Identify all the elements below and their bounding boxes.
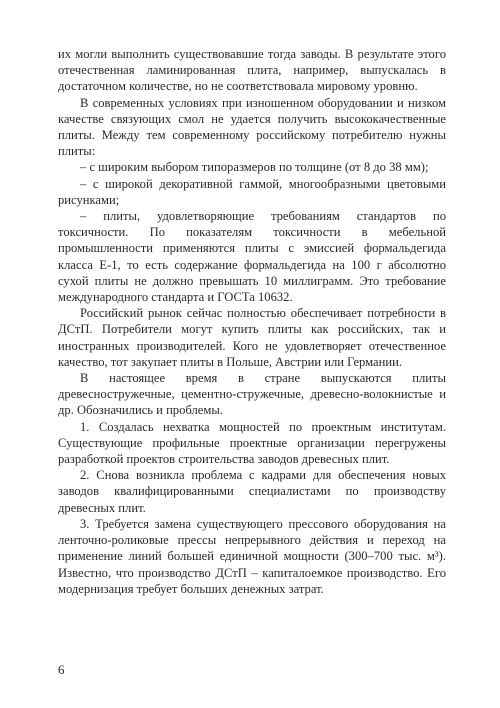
page-number: 6 <box>58 662 65 677</box>
paragraph: их могли выполнить существовавшие тогда заводы. В результате этого отечественная ламинированная плита, например, выпускалась в достаточном количестве, но не соответствовала мировому уровню. <box>58 47 446 94</box>
numbered-item: 3. Требуется замена существующего прессового оборудования на ленточно-роликовые прессы непрерывного действия и переход на применение линий большей единичной мощности (300–700 тыс. м³). Известно, что производство ДСтП – капиталоемкое производство. Его модернизация требует больших денежных затрат. <box>58 516 446 596</box>
numbered-item: 2. Снова возникла проблема с кадрами для обеспечения новых заводов квалифицированными специалистами по производству древесных плит. <box>58 468 446 515</box>
paragraph: Российский рынок сейчас полностью обеспечивает потребности в ДСтП. Потребители могут купить плиты как российских, так и иностранных производителей. Кого не удовлетворяет отечественное качество, тот закупает плиты в Польше, Австрии или Германии. <box>58 306 446 369</box>
numbered-item: 1. Создалась нехватка мощностей по проектным институтам. Существующие профильные проектные организации перегружены разработкой проектов строительства заводов древесных плит. <box>58 419 446 467</box>
page-body <box>58 46 446 597</box>
list-item: – с широким выбором типоразмеров по толщине (от 8 до 38 мм); <box>80 160 429 175</box>
list-item: – с широкой декоративной гаммой, многообразными цветовыми рисунками; <box>58 176 446 207</box>
paragraph: В современных условиях при изношенном оборудовании и низком качестве связующих смол не удается получить высококачественные плиты. Между тем современному российскому потребителю нужны плиты: <box>58 95 446 159</box>
list-item: – плиты, удовлетворяющие требованиям стандартов по токсичности. По показателям токсичности в мебельной промышленности применяются плиты с эмиссией формальдегида класса Е-1, то есть содержание формальдегида на 100 г абсолютно сухой плиты не должно превышать 10 миллиграмм. Это требование международного стандарта и ГОСТа 10632. <box>58 209 446 305</box>
paragraph: В настоящее время в стране выпускаются плиты древесностружечные, цементно-стружечные, древесно-волокнистые и др. Обозначились и проблемы. <box>58 371 446 418</box>
